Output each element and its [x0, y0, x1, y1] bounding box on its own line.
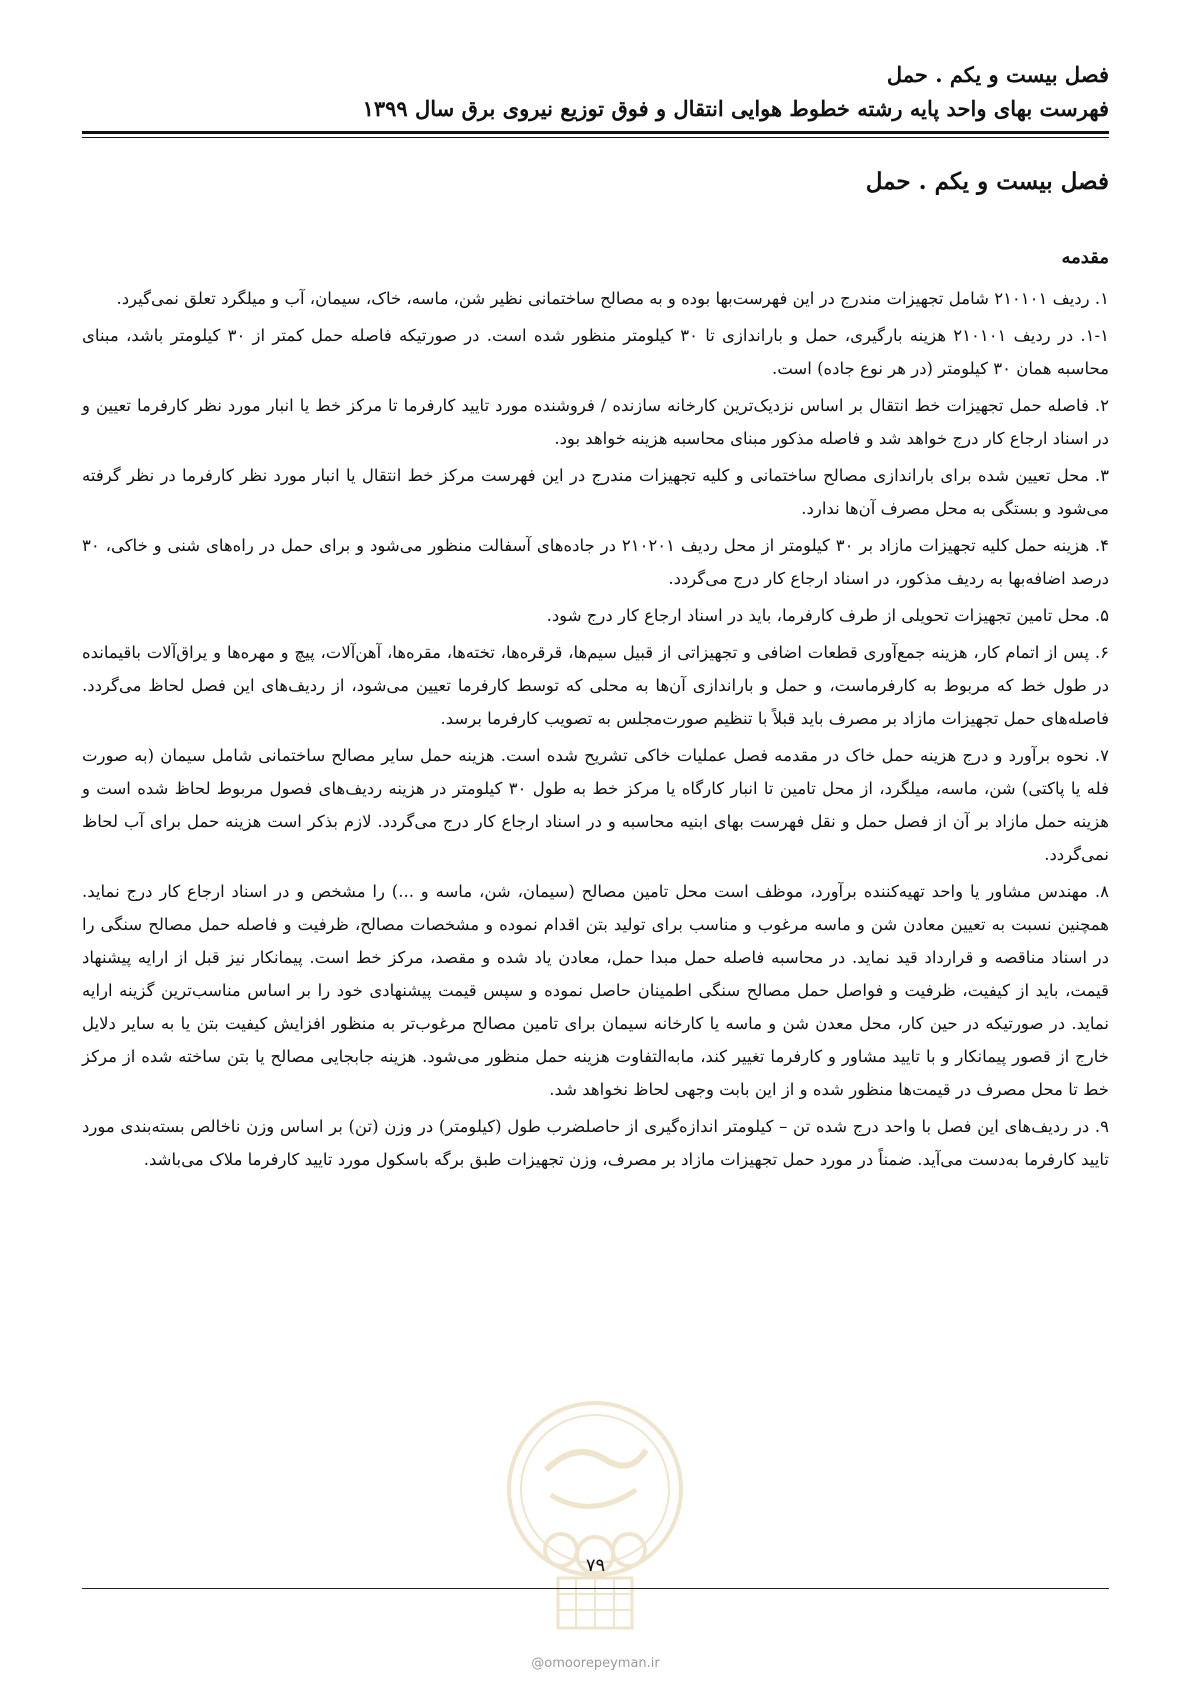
- paragraph-3: ۳. محل تعیین شده برای باراندازی مصالح ساختمانی و کلیه تجهیزات مندرج در این فهرست مرکز خط انتقال یا انبار مورد نظر کارفرما در نظر گرفته می‌شود و بستگی به محل مصرف آن‌ها ندارد.: [82, 466, 1109, 518]
- header-rule-thin: [82, 137, 1109, 138]
- body-text: [82, 282, 1109, 1180]
- paragraph-8: ۸. مهندس مشاور یا واحد تهیه‌کننده برآورد، موظف است محل تامین مصالح (سیمان، شن، ماسه و ...) را مشخص و در اسناد ارجاع کار درج نماید. همچنین نسبت به تعیین معادن شن و ماسه مرغوب و مناسب برای تولید بتن اقدام نموده و مشخصات مصالح، ظرفیت و فاصله حمل مصالح سنگی را در اسناد مناقصه و قرارداد قید نماید. در محاسبه فاصله حمل مبدا حمل، معادن یاد شده و مقصد، مرکز خط است. پیمانکار نیز قبل از ارایه پیشنهاد قیمت، باید از کیفیت، ظرفیت و فواصل حمل مصالح سنگی اطمینان حاصل نموده و سپس قیمت پیشنهادی خود را بر اساس مناسب‌ترین گزینه ارایه نماید. در صورتیکه در حین کار، محل معدن شن و ماسه یا کارخانه سیمان برای تامین مصالح مرغوب‌تر به منظور افزایش کیفیت بتن یا به سایر دلایل خارج از قصور پیمانکار و با تایید مشاور و کارفرما تغییر کند، مابه‌التفاوت هزینه حمل منظور می‌شود. هزینه جابجایی مصالح یا بتن ساخته شده از مرکز خط تا محل مصرف در قیمت‌ها منظور شده و از این بابت وجهی لحاظ نخواهد شد.: [82, 882, 1109, 1099]
- header-rule-thick: [82, 131, 1109, 134]
- paragraph-1: ۱. ردیف ۲۱۰۱۰۱ شامل تجهیزات مندرج در این فهرست‌بها بوده و به مصالح ساختمانی نظیر شن، ماسه، خاک، سیمان، آب و میلگرد تعلق نمی‌گیرد.: [116, 289, 1109, 308]
- paragraph-6: ۶. پس از اتمام کار، هزینه جمع‌آوری قطعات اضافی و تجهیزاتی از قبیل سیم‌ها، قرقره‌ها، تخته‌ها، مقره‌ها، آهن‌آلات، پیچ و مهره‌ها و یراق‌آلات باقیمانده در طول خط که مربوط به کارفرماست، و حمل و باراندازی آن‌ها به محلی که توسط کارفرما تعیین می‌شود، از ردیف‌های این فصل لحاظ می‌گردد. فاصله‌های حمل تجهیزات مازاد بر مصرف باید قبلاً با تنظیم صورت‌مجلس به تصویب کارفرما برسد.: [82, 643, 1109, 728]
- chapter-title: فصل بیست و یکم . حمل: [865, 168, 1109, 195]
- paragraph-9: ۹. در ردیف‌های این فصل با واحد درج شده تن – کیلومتر اندازه‌گیری از حاصلضرب طول (کیلومتر) در وزن (تن) بر اساس وزن ناخالص بسته‌بندی مورد تایید کارفرما به‌دست می‌آید. ضمناً در مورد حمل تجهیزات مازاد بر مصرف، وزن تجهیزات طبق برگه باسکول مورد تایید کارفرما ملاک می‌باشد.: [82, 1117, 1109, 1169]
- paragraph-2: ۲. فاصله حمل تجهیزات خط انتقال بر اساس نزدیک‌ترین کارخانه سازنده / فروشنده مورد تایید کارفرما تا مرکز خط یا انبار مورد نظر کارفرما تعیین و در اسناد ارجاع کار درج خواهد شد و فاصله مذکور مبنای محاسبه هزینه خواهد بود.: [82, 396, 1109, 448]
- paragraph-4: ۴. هزینه حمل کلیه تجهیزات مازاد بر ۳۰ کیلومتر از محل ردیف ۲۱۰۲۰۱ در جاده‌های آسفالت منظور می‌شود و برای حمل در راه‌های شنی و خاکی، ۳۰ درصد اضافه‌بها به ردیف مذکور، در اسناد ارجاع کار درج می‌گردد.: [82, 536, 1109, 588]
- running-header-title: فهرست بهای واحد پایه رشته خطوط هوایی انتقال و فوق توزیع نیروی برق سال ۱۳۹۹: [362, 96, 1109, 121]
- paragraph-7: ۷. نحوه برآورد و درج هزینه حمل خاک در مقدمه فصل عملیات خاکی تشریح شده است. هزینه حمل سایر مصالح ساختمانی شامل سیمان (به صورت فله یا پاکتی) شن، ماسه، میلگرد، از محل تامین تا انبار کارگاه یا مرکز خط به طول ۳۰ کیلومتر در هزینه ردیف‌های فصول مربوط لحاظ شده است و هزینه حمل مازاد بر آن از فصل حمل و نقل فهرست بهای ابنیه محاسبه و در اسناد ارجاع کار درج می‌گردد. لازم بذکر است هزینه حمل برای آب لحاظ نمی‌گردد.: [82, 746, 1109, 864]
- paragraph-1-1: ۱-۱. در ردیف ۲۱۰۱۰۱ هزینه بارگیری، حمل و باراندازی تا ۳۰ کیلومتر منظور شده است. در صورتیکه فاصله حمل کمتر از ۳۰ کیلومتر باشد، مبنای محاسبه همان ۳۰ کیلومتر (در هر نوع جاده) است.: [82, 326, 1109, 378]
- page-number: ۷۹: [585, 1555, 606, 1576]
- section-title-introduction: مقدمه: [1061, 247, 1109, 268]
- running-header-chapter: فصل بیست و یکم . حمل: [886, 62, 1109, 87]
- watermark-seal-logo: [506, 1400, 684, 1635]
- footer-rule: [82, 1588, 1109, 1589]
- watermark-website: @omoorepeyman.ir: [531, 1656, 660, 1671]
- paragraph-5: ۵. محل تامین تجهیزات تحویلی از طرف کارفرما، باید در اسناد ارجاع کار درج شود.: [546, 606, 1109, 625]
